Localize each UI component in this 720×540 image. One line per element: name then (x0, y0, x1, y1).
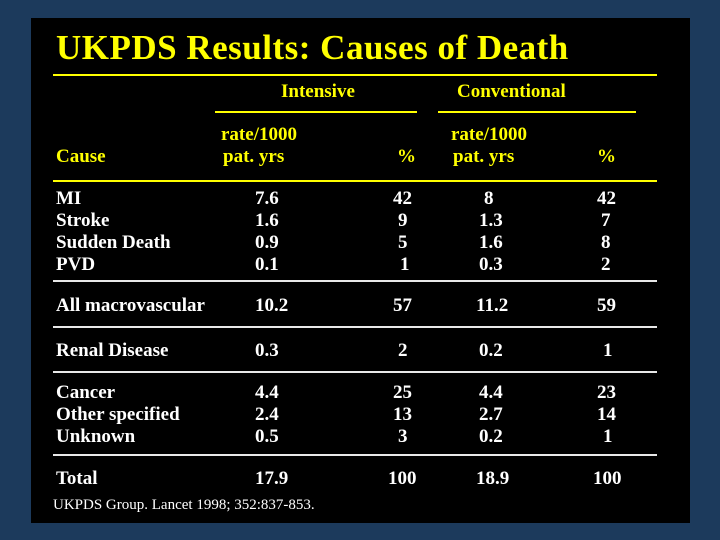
cell-conv-pct: 2 (601, 254, 611, 275)
header-int-rate-2: pat. yrs (223, 146, 285, 167)
group-conventional: Conventional (457, 81, 566, 102)
conventional-rule (438, 111, 636, 113)
slide (31, 18, 690, 523)
cause-label-total: Total (56, 468, 98, 489)
header-conv-rate-1: rate/1000 (451, 124, 527, 145)
cause-label: Unknown (56, 426, 136, 447)
slide-title: UKPDS Results: Causes of Death (56, 28, 569, 67)
row-divider (53, 280, 657, 282)
cell-int-rate: 0.5 (255, 426, 279, 447)
cell-conv-rate: 11.2 (476, 295, 509, 316)
cell-int-rate: 10.2 (255, 295, 289, 316)
group-intensive: Intensive (281, 81, 355, 102)
cell-int-pct: 42 (393, 188, 412, 209)
row-divider (53, 454, 657, 456)
cell-int-rate: 4.4 (255, 382, 279, 403)
cell-int-rate: 0.3 (255, 340, 279, 361)
cause-label: Sudden Death (56, 232, 171, 253)
title-rule (53, 74, 657, 76)
cause-label: Stroke (56, 210, 110, 231)
cause-label: All macrovascular (56, 295, 205, 316)
header-int-rate-1: rate/1000 (221, 124, 297, 145)
cell-int-pct: 9 (398, 210, 408, 231)
cell-int-rate: 7.6 (255, 188, 279, 209)
cell-int-pct: 1 (400, 254, 410, 275)
cell-conv-pct: 100 (593, 468, 622, 489)
cell-int-pct: 100 (388, 468, 417, 489)
cell-int-pct: 5 (398, 232, 408, 253)
cell-conv-pct: 42 (597, 188, 616, 209)
cause-label: Cancer (56, 382, 116, 403)
cell-conv-pct: 7 (601, 210, 611, 231)
cell-int-pct: 2 (398, 340, 408, 361)
header-rule (53, 180, 657, 182)
cause-label: MI (56, 188, 82, 209)
cause-label: Renal Disease (56, 340, 169, 361)
cell-conv-pct: 8 (601, 232, 611, 253)
citation: UKPDS Group. Lancet 1998; 352:837-853. (53, 497, 315, 513)
intensive-rule (215, 111, 417, 113)
cell-conv-pct: 14 (597, 404, 616, 425)
cell-conv-rate: 1.6 (479, 232, 503, 253)
header-conv-pct: % (597, 146, 616, 167)
cell-conv-pct: 1 (603, 340, 613, 361)
row-divider (53, 326, 657, 328)
cell-int-pct: 25 (393, 382, 412, 403)
cell-int-pct: 13 (393, 404, 412, 425)
cell-int-rate: 17.9 (255, 468, 289, 489)
cell-conv-pct: 1 (603, 426, 613, 447)
cell-conv-pct: 59 (597, 295, 616, 316)
row-divider (53, 371, 657, 373)
cell-conv-rate: 0.3 (479, 254, 503, 275)
cell-int-rate: 0.9 (255, 232, 279, 253)
cell-conv-rate: 1.3 (479, 210, 503, 231)
cell-int-pct: 57 (393, 295, 412, 316)
header-conv-rate-2: pat. yrs (453, 146, 515, 167)
header-cause: Cause (56, 146, 106, 167)
cell-conv-rate: 0.2 (479, 340, 503, 361)
cell-int-pct: 3 (398, 426, 408, 447)
cell-int-rate: 2.4 (255, 404, 279, 425)
cell-conv-rate: 2.7 (479, 404, 503, 425)
cell-conv-rate: 0.2 (479, 426, 503, 447)
cell-int-rate: 0.1 (255, 254, 279, 275)
cell-conv-pct: 23 (597, 382, 616, 403)
cell-int-rate: 1.6 (255, 210, 279, 231)
header-int-pct: % (397, 146, 416, 167)
cell-conv-rate: 18.9 (476, 468, 510, 489)
cause-label: PVD (56, 254, 96, 275)
cause-label: Other specified (56, 404, 180, 425)
cell-conv-rate: 8 (484, 188, 494, 209)
cell-conv-rate: 4.4 (479, 382, 503, 403)
